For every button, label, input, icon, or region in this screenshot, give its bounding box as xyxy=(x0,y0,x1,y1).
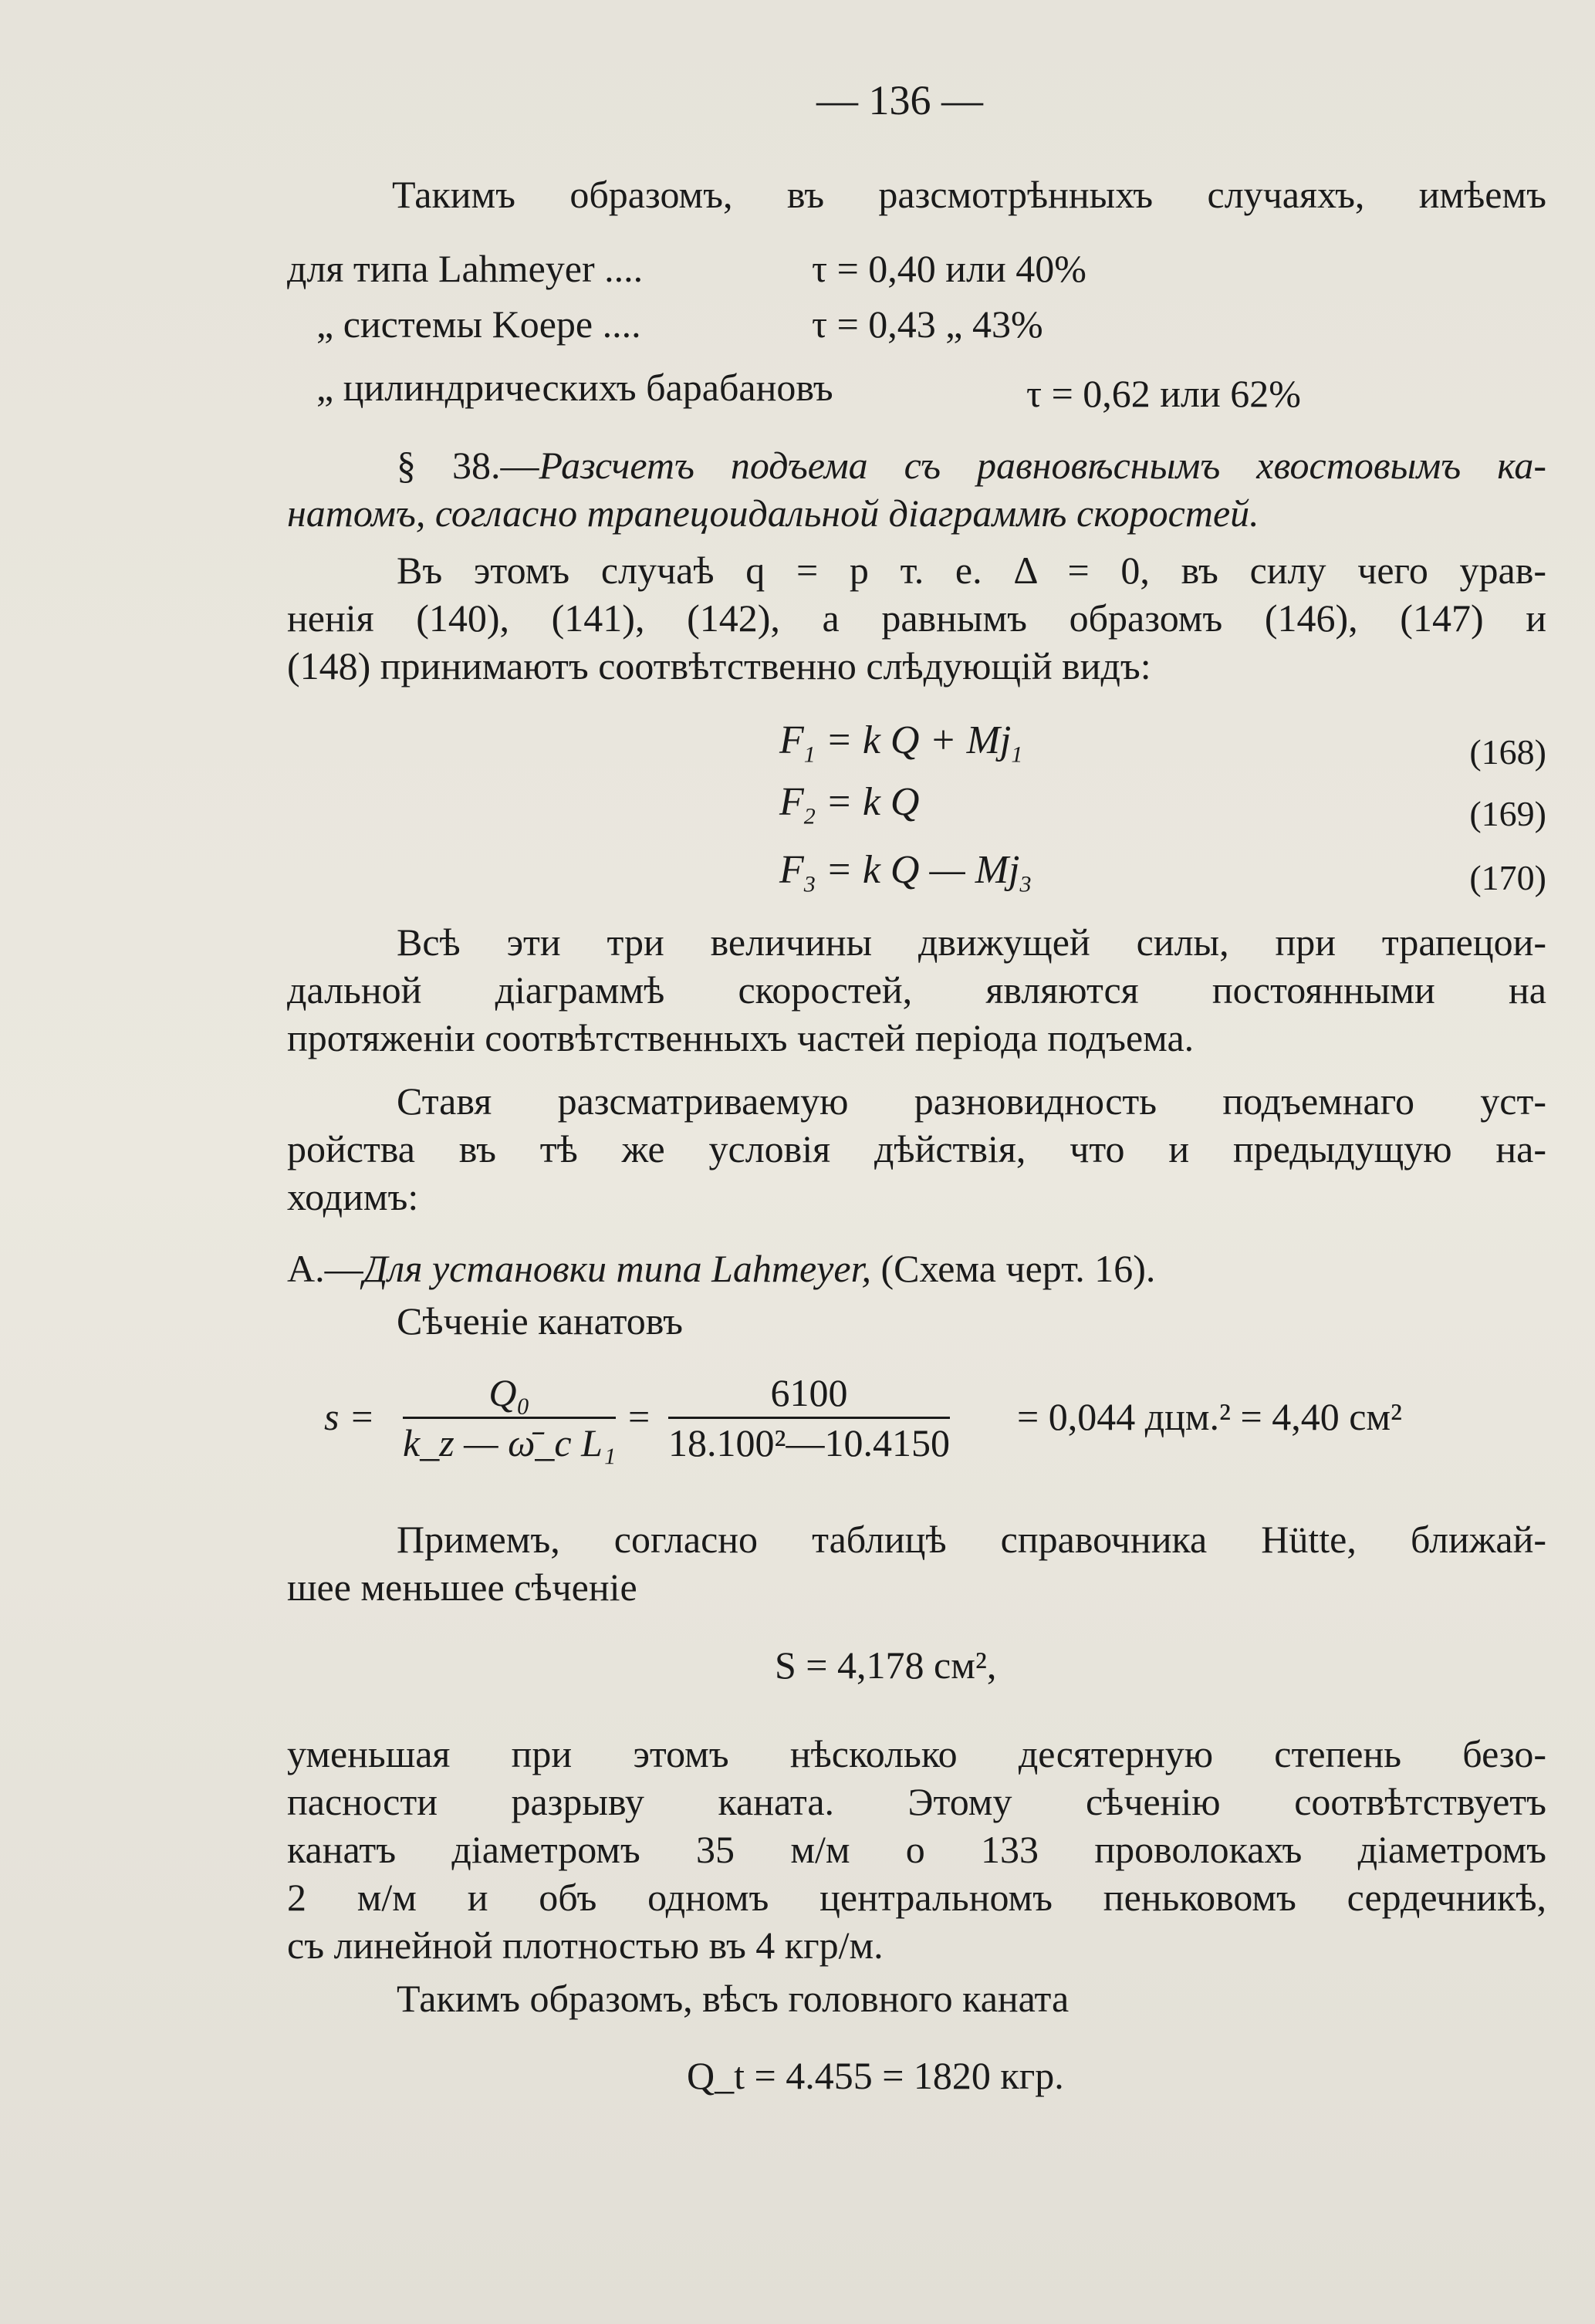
paragraph-1: Въ этомъ случаѣ q = p т. е. Δ = 0, въ силу чего урав- ненія (140), (141), (142), а равнымъ образомъ (146), (147) и (148) принимаютъ соотвѣтственно слѣдующій видъ: xyxy=(287,549,1546,687)
equation-number-169: (169) xyxy=(1469,794,1546,833)
formula-s-equals: = xyxy=(628,1395,651,1438)
paragraph-5: уменьшая при этомъ нѣсколько десятерную степень безо- пасности разрыву каната. Этому сѣченію соотвѣтствуетъ канатъ діаметромъ 35 м/м о 133 проволокахъ діаметромъ 2 м/м и объ одномъ центральномъ пеньковомъ сердечникѣ, съ линейной плотностью въ 4 кгр/м. xyxy=(287,1732,1546,1967)
equation-170: $F_3 = k$ Q — $Mj_3$ xyxy=(779,848,1032,897)
formula-s-result: = 0,044 дцм.² = 4,40 см² xyxy=(1017,1395,1403,1438)
case-value-3: τ = 0,62 или 62% xyxy=(1026,372,1301,415)
formula-s-fraction-1: $\frac{\text{Q₀}}{\text{k\_z — ω̄\_c L₁}}$ xyxy=(403,1369,616,1467)
case-value-1: τ = 0,40 или 40% xyxy=(812,247,1086,290)
cross-section-label: Сѣченіе канатовъ xyxy=(397,1299,683,1343)
equation-number-168: (168) xyxy=(1469,732,1546,772)
paragraph-6: Такимъ образомъ, вѣсъ головного каната xyxy=(397,1977,1070,2020)
paragraph-2: Всѣ эти три величины движущей силы, при трапецои- дальной діаграммѣ скоростей, являются постоянными на протяженіи соотвѣтственныхъ частей періода подъема. xyxy=(287,920,1546,1059)
formula-s-lhs: s = xyxy=(324,1395,375,1438)
equation-number-170: (170) xyxy=(1469,858,1546,897)
paragraph-3: Ставя разсматриваемую разновидность подъемнаго уст- ройства въ тѣ же условія дѣйствія, что и предыдущую на- ходимъ: xyxy=(287,1079,1546,1218)
equation-168: $F_1 = k$ $Q + Mj_1$ xyxy=(779,718,1023,768)
page-number: — 136 — xyxy=(816,77,983,123)
subsection-heading: А.—Для установки типа Lahmeyer, (Схема черт. 16). xyxy=(287,1247,1156,1290)
case-label-3: „ цилиндрическихъ барабановъ xyxy=(316,366,833,409)
equation-169: $F_2 = k$ Q xyxy=(779,780,920,829)
section-heading: § 38.—Разсчетъ подъема съ равновѣснымъ хвостовымъ ка- натомъ, согласно трапецоидальной діаграммѣ скоростей. xyxy=(287,444,1546,535)
intro-line: Такимъ образомъ, въ разсмотрѣнныхъ случаяхъ, имѣемъ xyxy=(392,173,1546,216)
formula-s-fraction-2: $\frac{6100}{\text{18.100²—10.4150}}$ xyxy=(668,1369,950,1467)
formula-Q: Q_t = 4.455 = 1820 кгр. xyxy=(687,2054,1064,2097)
paragraph-4: Примемъ, согласно таблицѣ справочника Hütte, ближай- шее меньшее сѣченіе xyxy=(287,1518,1546,1609)
formula-S: S = 4,178 см², xyxy=(775,1643,997,1687)
case-value-2: τ = 0,43 „ 43% xyxy=(812,302,1043,346)
case-label-1: для типа Lahmeyer .... xyxy=(287,247,644,290)
case-label-2: „ системы Koepe .... xyxy=(316,302,641,346)
